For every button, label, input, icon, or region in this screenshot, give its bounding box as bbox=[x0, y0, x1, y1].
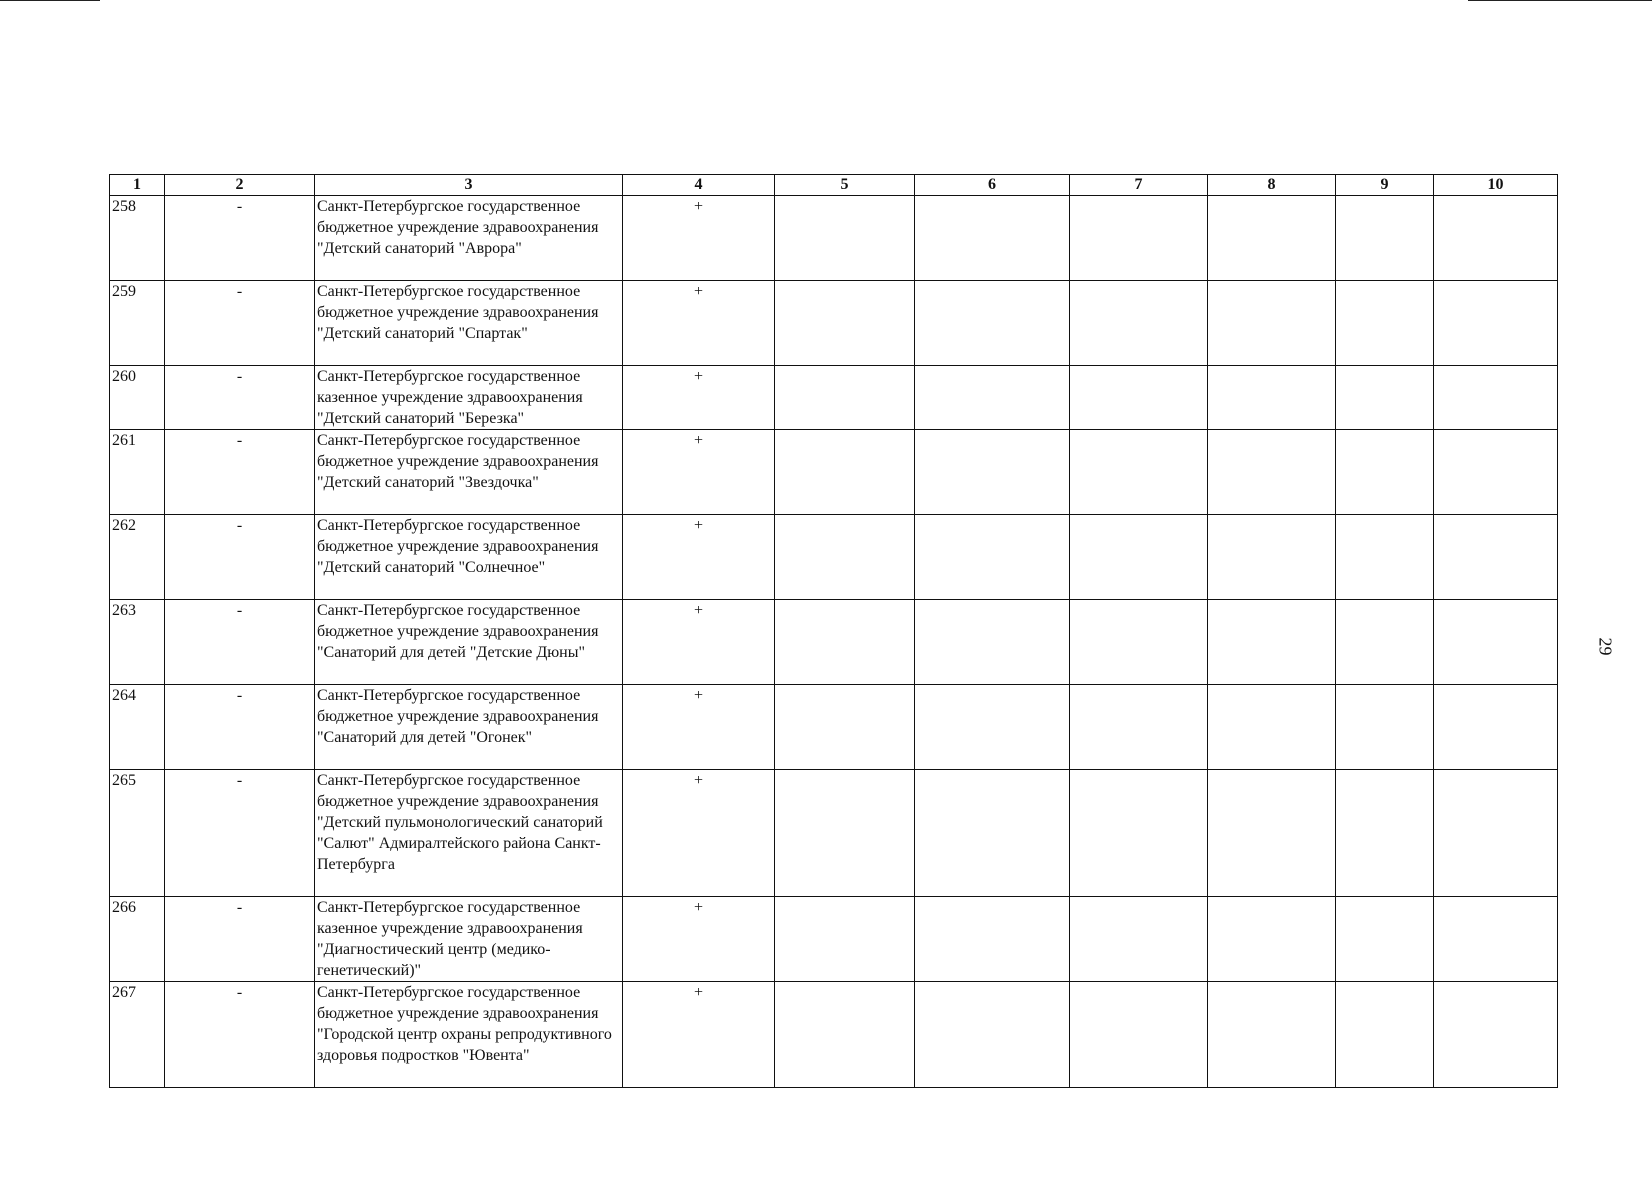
empty-cell bbox=[1070, 982, 1208, 1088]
empty-cell bbox=[775, 600, 915, 685]
institution-name: Санкт-Петербургское государственное бюджетное учреждение здравоохранения "Детский санаторий "Спартак" bbox=[315, 281, 623, 366]
empty-cell bbox=[1434, 770, 1558, 897]
col4-mark: + bbox=[623, 196, 775, 281]
row-number: 262 bbox=[110, 515, 165, 600]
column-header-3: 3 bbox=[315, 175, 623, 196]
empty-cell bbox=[1434, 515, 1558, 600]
col4-mark: + bbox=[623, 685, 775, 770]
table-row bbox=[110, 430, 1558, 515]
empty-cell bbox=[1434, 196, 1558, 281]
empty-cell bbox=[1434, 897, 1558, 982]
empty-cell bbox=[1208, 897, 1336, 982]
col4-mark: + bbox=[623, 600, 775, 685]
table-row bbox=[110, 897, 1558, 982]
column-header-7: 7 bbox=[1070, 175, 1208, 196]
page-number: 29 bbox=[1595, 637, 1616, 656]
empty-cell bbox=[1070, 196, 1208, 281]
empty-cell bbox=[1208, 770, 1336, 897]
header-row bbox=[110, 175, 1558, 196]
column-header-8: 8 bbox=[1208, 175, 1336, 196]
empty-cell bbox=[1070, 897, 1208, 982]
table-row bbox=[110, 366, 1558, 430]
empty-cell bbox=[1434, 281, 1558, 366]
empty-cell bbox=[775, 685, 915, 770]
col2-cell: - bbox=[165, 196, 315, 281]
col2-cell: - bbox=[165, 281, 315, 366]
empty-cell bbox=[1434, 982, 1558, 1088]
institution-name: Санкт-Петербургское государственное бюджетное учреждение здравоохранения "Санаторий для детей "Огонек" bbox=[315, 685, 623, 770]
col4-mark: + bbox=[623, 430, 775, 515]
row-number: 261 bbox=[110, 430, 165, 515]
col2-cell: - bbox=[165, 430, 315, 515]
empty-cell bbox=[1070, 430, 1208, 515]
empty-cell bbox=[1336, 515, 1434, 600]
scan-edge-line bbox=[1468, 0, 1652, 1]
col2-cell: - bbox=[165, 982, 315, 1088]
column-header-6: 6 bbox=[915, 175, 1070, 196]
col4-mark: + bbox=[623, 770, 775, 897]
empty-cell bbox=[1070, 515, 1208, 600]
column-header-1: 1 bbox=[110, 175, 165, 196]
row-number: 258 bbox=[110, 196, 165, 281]
institution-name: Санкт-Петербургское государственное бюджетное учреждение здравоохранения "Детский санаторий "Аврора" bbox=[315, 196, 623, 281]
column-header-4: 4 bbox=[623, 175, 775, 196]
column-header-5: 5 bbox=[775, 175, 915, 196]
empty-cell bbox=[915, 600, 1070, 685]
empty-cell bbox=[1208, 430, 1336, 515]
empty-cell bbox=[1434, 685, 1558, 770]
empty-cell bbox=[1208, 196, 1336, 281]
empty-cell bbox=[1336, 366, 1434, 430]
row-number: 260 bbox=[110, 366, 165, 430]
institution-name: Санкт-Петербургское государственное бюджетное учреждение здравоохранения "Городской центр охраны репродуктивного здоровья подростков "Ювента" bbox=[315, 982, 623, 1088]
register-table bbox=[109, 174, 1558, 1088]
col2-cell: - bbox=[165, 770, 315, 897]
table-row bbox=[110, 196, 1558, 281]
empty-cell bbox=[1070, 366, 1208, 430]
empty-cell bbox=[1336, 770, 1434, 897]
empty-cell bbox=[1434, 600, 1558, 685]
empty-cell bbox=[1336, 982, 1434, 1088]
table-header bbox=[110, 175, 1558, 196]
column-header-10: 10 bbox=[1434, 175, 1558, 196]
table-row bbox=[110, 982, 1558, 1088]
empty-cell bbox=[775, 430, 915, 515]
empty-cell bbox=[775, 366, 915, 430]
empty-cell bbox=[775, 515, 915, 600]
table-row bbox=[110, 600, 1558, 685]
empty-cell bbox=[915, 515, 1070, 600]
row-number: 263 bbox=[110, 600, 165, 685]
empty-cell bbox=[1336, 600, 1434, 685]
col4-mark: + bbox=[623, 897, 775, 982]
column-header-9: 9 bbox=[1336, 175, 1434, 196]
empty-cell bbox=[1070, 281, 1208, 366]
row-number: 264 bbox=[110, 685, 165, 770]
empty-cell bbox=[915, 897, 1070, 982]
empty-cell bbox=[915, 982, 1070, 1088]
empty-cell bbox=[1336, 897, 1434, 982]
col4-mark: + bbox=[623, 366, 775, 430]
empty-cell bbox=[1070, 600, 1208, 685]
empty-cell bbox=[915, 770, 1070, 897]
empty-cell bbox=[1070, 770, 1208, 897]
row-number: 259 bbox=[110, 281, 165, 366]
empty-cell bbox=[1336, 430, 1434, 515]
empty-cell bbox=[775, 281, 915, 366]
row-number: 267 bbox=[110, 982, 165, 1088]
empty-cell bbox=[1208, 982, 1336, 1088]
institution-name: Санкт-Петербургское государственное бюджетное учреждение здравоохранения "Детский санаторий "Звездочка" bbox=[315, 430, 623, 515]
column-header-2: 2 bbox=[165, 175, 315, 196]
table-row bbox=[110, 281, 1558, 366]
col2-cell: - bbox=[165, 600, 315, 685]
scan-edge-line bbox=[0, 0, 100, 1]
institution-name: Санкт-Петербургское государственное бюджетное учреждение здравоохранения "Детский пульмонологический санаторий "Салют" Адмиралтейского района Санкт-Петербурга bbox=[315, 770, 623, 897]
empty-cell bbox=[1434, 366, 1558, 430]
col4-mark: + bbox=[623, 515, 775, 600]
empty-cell bbox=[1208, 515, 1336, 600]
empty-cell bbox=[1208, 281, 1336, 366]
empty-cell bbox=[775, 897, 915, 982]
table-body bbox=[110, 196, 1558, 1088]
empty-cell bbox=[1208, 366, 1336, 430]
empty-cell bbox=[1208, 685, 1336, 770]
institution-name: Санкт-Петербургское государственное бюджетное учреждение здравоохранения "Санаторий для детей "Детские Дюны" bbox=[315, 600, 623, 685]
empty-cell bbox=[915, 366, 1070, 430]
empty-cell bbox=[1336, 281, 1434, 366]
empty-cell bbox=[775, 196, 915, 281]
table-row bbox=[110, 685, 1558, 770]
col2-cell: - bbox=[165, 685, 315, 770]
table-row bbox=[110, 770, 1558, 897]
row-number: 265 bbox=[110, 770, 165, 897]
col4-mark: + bbox=[623, 281, 775, 366]
institution-name: Санкт-Петербургское государственное казенное учреждение здравоохранения "Детский санаторий "Березка" bbox=[315, 366, 623, 430]
col2-cell: - bbox=[165, 366, 315, 430]
empty-cell bbox=[1434, 430, 1558, 515]
empty-cell bbox=[1208, 600, 1336, 685]
row-number: 266 bbox=[110, 897, 165, 982]
empty-cell bbox=[915, 281, 1070, 366]
empty-cell bbox=[915, 430, 1070, 515]
institution-name: Санкт-Петербургское государственное бюджетное учреждение здравоохранения "Детский санаторий "Солнечное" bbox=[315, 515, 623, 600]
empty-cell bbox=[775, 770, 915, 897]
empty-cell bbox=[915, 685, 1070, 770]
empty-cell bbox=[915, 196, 1070, 281]
empty-cell bbox=[1336, 685, 1434, 770]
col2-cell: - bbox=[165, 897, 315, 982]
empty-cell bbox=[1336, 196, 1434, 281]
empty-cell bbox=[1070, 685, 1208, 770]
col4-mark: + bbox=[623, 982, 775, 1088]
col2-cell: - bbox=[165, 515, 315, 600]
institution-name: Санкт-Петербургское государственное казенное учреждение здравоохранения "Диагностический центр (медико-генетический)" bbox=[315, 897, 623, 982]
empty-cell bbox=[775, 982, 915, 1088]
table-row bbox=[110, 515, 1558, 600]
